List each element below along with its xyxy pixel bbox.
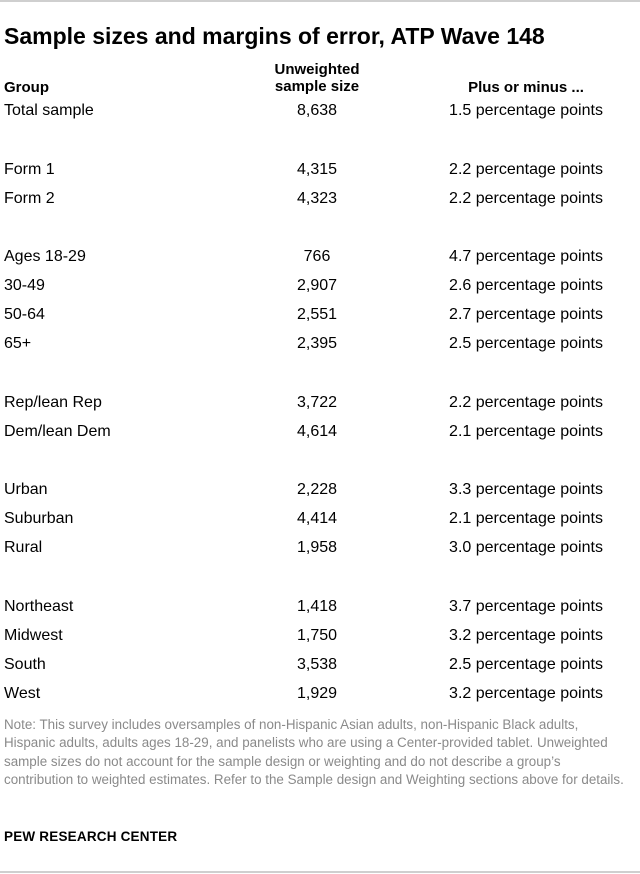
row-margin-of-error: 2.5 percentage points (449, 335, 603, 352)
row-margin-of-error: 2.2 percentage points (449, 190, 603, 207)
row-margin-of-error: 2.6 percentage points (449, 277, 603, 294)
table-row (0, 331, 640, 357)
row-margin-of-error: 3.7 percentage points (449, 598, 603, 615)
row-margin-of-error: 3.3 percentage points (449, 481, 603, 498)
row-group: West (4, 685, 41, 702)
row-sample-size: 4,614 (296, 423, 338, 440)
row-sample-size: 2,228 (296, 481, 338, 498)
table-row (0, 273, 640, 299)
row-sample-size: 4,315 (296, 161, 338, 178)
row-group: Dem/lean Dem (4, 423, 111, 440)
row-sample-size: 1,750 (296, 627, 338, 644)
footnote: Note: This survey includes oversamples of non-Hispanic Asian adults, non-Hispanic Black adults, Hispanic adults, adults ages 18-29, and panelists who are using a Center-provided tablet. Unweighted sample sizes do not account for the sample design or weighting and do not describe a group’s contribution to weighted estimates. Refer to the Sample design and Weighting sections above for details. (4, 717, 624, 788)
row-margin-of-error: 2.1 percentage points (449, 423, 603, 440)
row-margin-of-error: 2.2 percentage points (449, 161, 603, 178)
row-sample-size: 766 (303, 248, 331, 265)
row-margin-of-error: 1.5 percentage points (449, 102, 603, 119)
table-row (0, 477, 640, 503)
table-row (0, 302, 640, 328)
row-sample-size: 1,958 (296, 539, 338, 556)
row-group: Urban (4, 481, 48, 498)
top-divider (0, 0, 640, 2)
table-row (0, 681, 640, 707)
row-group: Rep/lean Rep (4, 394, 102, 411)
row-group: Form 2 (4, 190, 55, 207)
row-group: 50-64 (4, 306, 45, 323)
row-margin-of-error: 2.5 percentage points (449, 656, 603, 673)
row-group: Ages 18-29 (4, 248, 86, 265)
table-row (0, 419, 640, 445)
row-margin-of-error: 3.0 percentage points (449, 539, 603, 556)
row-group: Midwest (4, 627, 63, 644)
row-sample-size: 3,538 (296, 656, 338, 673)
row-margin-of-error: 3.2 percentage points (449, 627, 603, 644)
table-row (0, 244, 640, 270)
table-row (0, 157, 640, 183)
table-row (0, 98, 640, 124)
row-group: Rural (4, 539, 43, 556)
row-sample-size: 1,418 (296, 598, 338, 615)
row-margin-of-error: 3.2 percentage points (449, 685, 603, 702)
row-group: South (4, 656, 46, 673)
table-row (0, 390, 640, 416)
table-row (0, 186, 640, 212)
header-sample-size: Unweighted sample size (274, 61, 360, 95)
row-sample-size: 2,907 (296, 277, 338, 294)
header-group: Group (4, 79, 49, 96)
row-group: Total sample (4, 102, 94, 119)
table-row (0, 652, 640, 678)
row-group: 30-49 (4, 277, 45, 294)
row-sample-size: 3,722 (296, 394, 338, 411)
row-group: 65+ (4, 335, 32, 352)
row-sample-size: 4,414 (296, 510, 338, 527)
row-sample-size: 2,395 (296, 335, 338, 352)
row-group: Suburban (4, 510, 74, 527)
row-sample-size: 4,323 (296, 190, 338, 207)
row-group: Form 1 (4, 161, 55, 178)
row-group: Northeast (4, 598, 74, 615)
row-margin-of-error: 2.2 percentage points (449, 394, 603, 411)
page-title: Sample sizes and margins of error, ATP Wave 148 (4, 23, 545, 49)
source-credit: PEW RESEARCH CENTER (4, 829, 178, 844)
table-row (0, 535, 640, 561)
row-margin-of-error: 2.7 percentage points (449, 306, 603, 323)
table-row (0, 623, 640, 649)
row-margin-of-error: 4.7 percentage points (449, 248, 603, 265)
row-sample-size: 8,638 (296, 102, 338, 119)
bottom-divider (0, 871, 640, 873)
row-margin-of-error: 2.1 percentage points (449, 510, 603, 527)
table-row (0, 594, 640, 620)
row-sample-size: 2,551 (296, 306, 338, 323)
row-sample-size: 1,929 (296, 685, 338, 702)
header-margin-of-error: Plus or minus ... (468, 79, 584, 96)
table-row (0, 506, 640, 532)
